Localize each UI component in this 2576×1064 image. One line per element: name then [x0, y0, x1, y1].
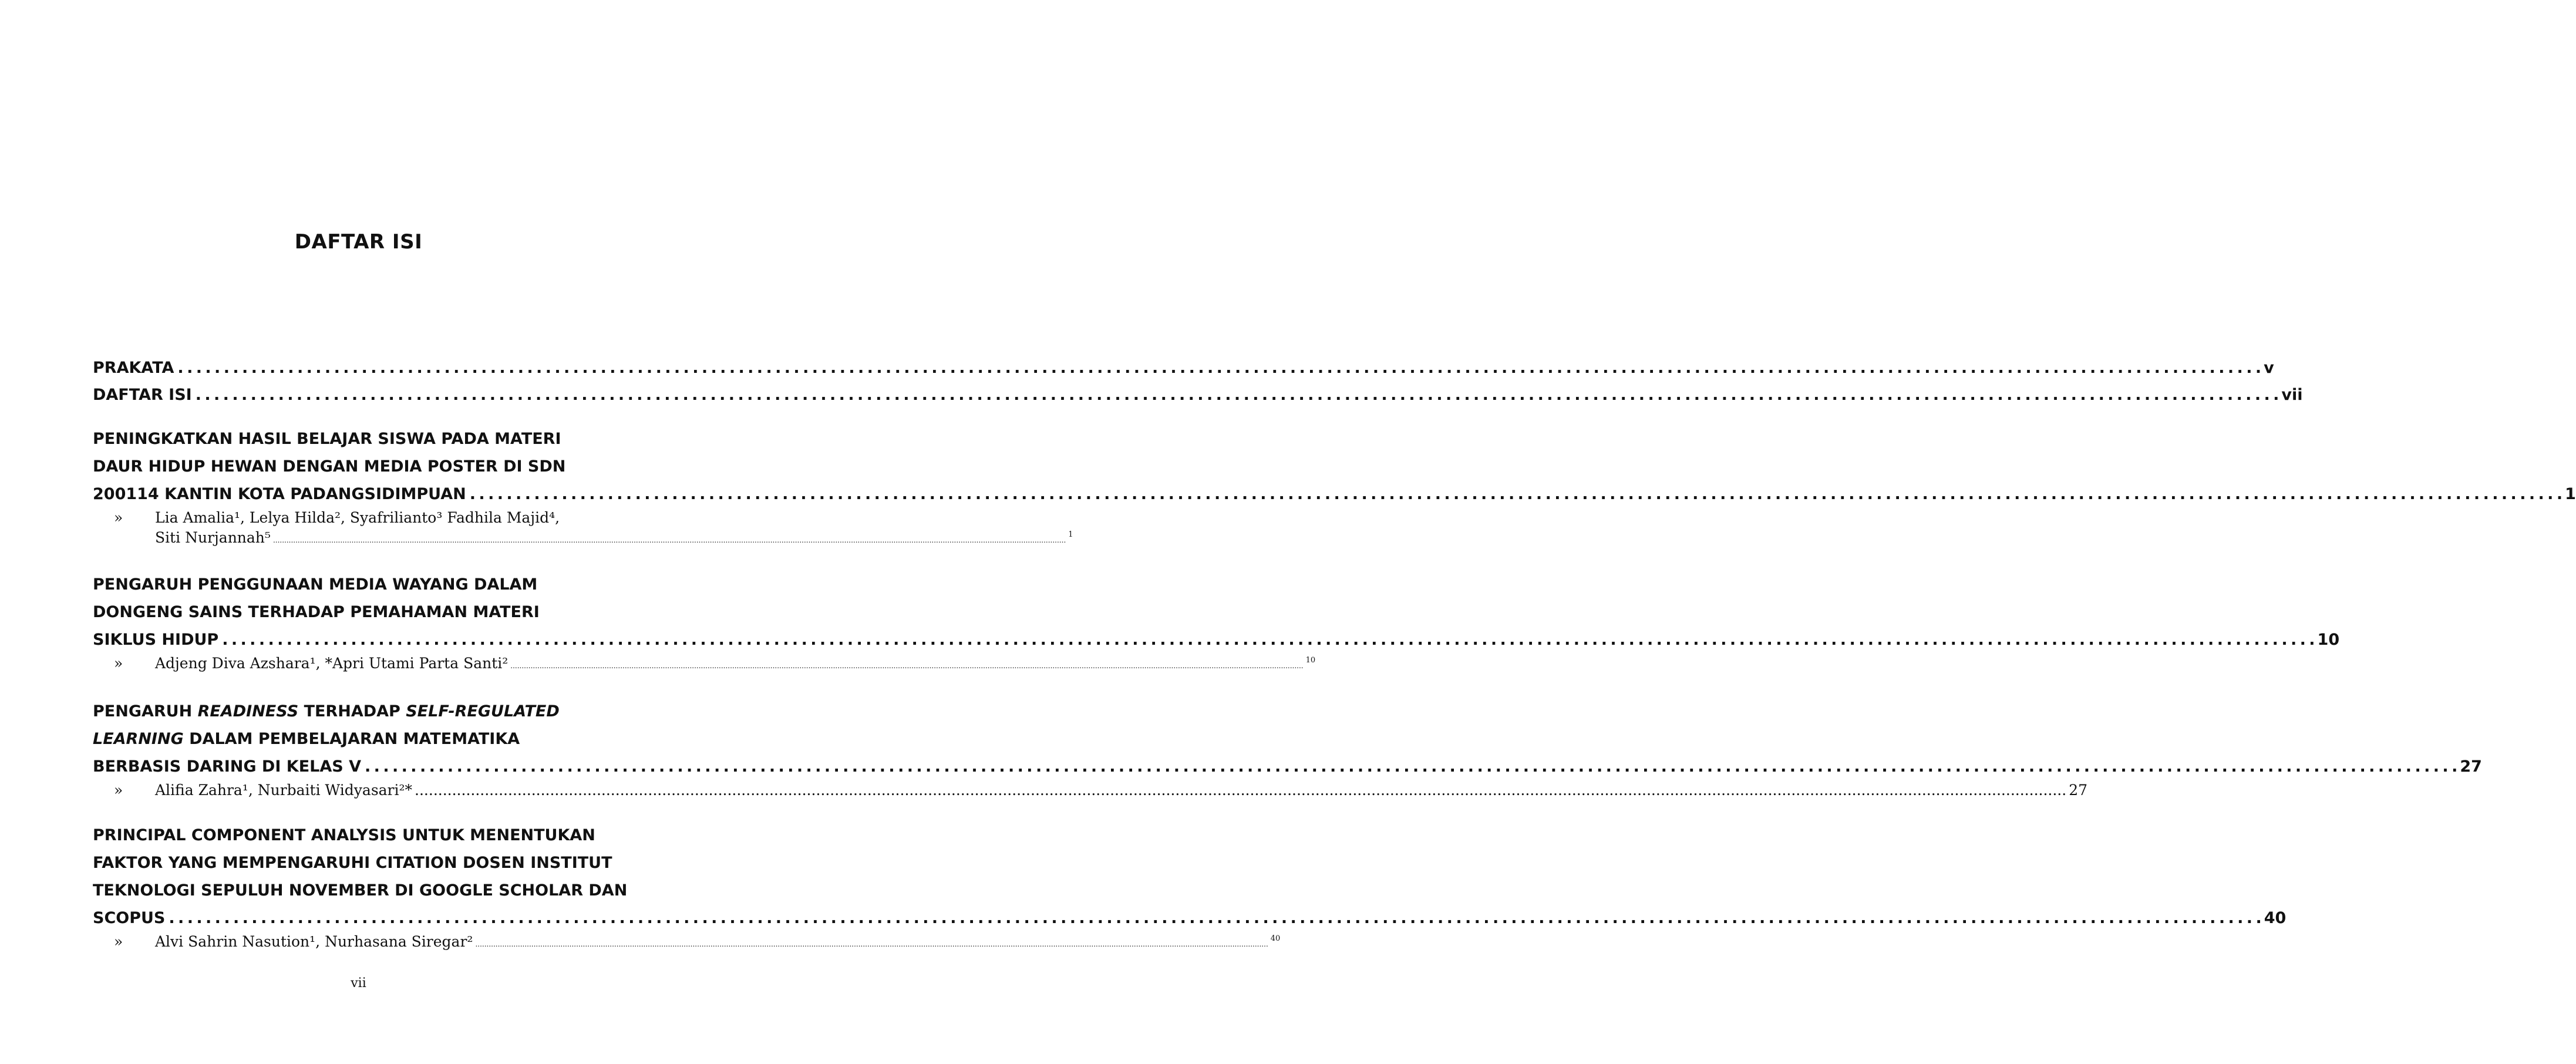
- title-text: TERHADAP: [298, 702, 406, 720]
- dot-leader: [169, 904, 2260, 932]
- chapter-page: 40: [2264, 909, 2287, 927]
- authors-line: Alvi Sahrin Nasution¹, Nurhasana Siregar²: [155, 933, 473, 950]
- chapter-title-text: SIKLUS HIDUP: [93, 631, 219, 649]
- chapter-title-line: [93, 753, 2482, 780]
- chapter-authors: [93, 780, 2088, 800]
- title-text: DALAM PEMBELAJARAN MATEMATIKA: [183, 730, 520, 748]
- chapter-title-text: BERBASIS DARING DI KELAS V: [93, 757, 361, 776]
- title-italic: SELF-REGULATED: [406, 702, 560, 720]
- chapter-title-line: [93, 698, 628, 725]
- chapter-title-line: [93, 725, 628, 753]
- chapter-authors: [93, 508, 1073, 551]
- toc-entry-daftar-isi[interactable]: [93, 382, 2303, 409]
- toc-entry-label: DAFTAR ISI: [93, 386, 192, 404]
- toc-chapter-3[interactable]: [93, 698, 2482, 800]
- title-text: PENGARUH: [93, 702, 198, 720]
- table-of-contents: [93, 355, 2576, 955]
- dot-leader: [196, 382, 2278, 409]
- chapter-title-text: SCOPUS: [93, 909, 166, 927]
- toc-entry-page: vii: [2281, 386, 2303, 404]
- chapter-title-line: DONGENG SAINS TERHADAP PEMAHAMAN MATERI: [93, 603, 540, 621]
- authors-page: 10: [1305, 656, 1316, 665]
- dot-leader: [365, 753, 2456, 780]
- chapter-title-line: [93, 904, 2287, 932]
- dot-leader: [222, 626, 2314, 654]
- chapter-page: 1: [2565, 485, 2576, 503]
- chapter-title-text: 200114 KANTIN KOTA PADANGSIDIMPUAN: [93, 485, 466, 503]
- chapter-title-line: DAUR HIDUP HEWAN DENGAN MEDIA POSTER DI SDN: [93, 457, 566, 476]
- authors-line: Adjeng Diva Azshara¹, *Apri Utami Parta Santi²: [155, 655, 509, 672]
- page-number: vii: [351, 976, 366, 991]
- bullet-glyph: »: [114, 782, 123, 799]
- chapter-title-line: [93, 626, 2340, 654]
- chapter-title-line: TEKNOLOGI SEPULUH NOVEMBER DI GOOGLE SCHOLAR DAN: [93, 881, 628, 900]
- toc-entry-page: v: [2264, 359, 2274, 377]
- chapter-page: 10: [2317, 631, 2340, 649]
- chapter-title-line: PRINCIPAL COMPONENT ANALYSIS UNTUK MENENTUKAN: [93, 826, 595, 844]
- authors-line: Alifia Zahra¹, Nurbaiti Widyasari²*: [155, 782, 413, 799]
- chapter-title-line: PENINGKATKAN HASIL BELAJAR SISWA PADA MATERI: [93, 430, 561, 448]
- toc-chapter-2[interactable]: [93, 571, 2340, 676]
- dot-leader: [510, 656, 1303, 676]
- authors-page: 40: [1270, 934, 1281, 943]
- chapter-authors: [93, 654, 1316, 676]
- page-title: DAFTAR ISI: [294, 230, 423, 254]
- title-italic: LEARNING: [93, 730, 184, 748]
- title-italic: READINESS: [197, 702, 299, 720]
- toc-entry-prakata[interactable]: [93, 355, 2274, 382]
- toc-chapter-4[interactable]: [93, 821, 2287, 955]
- toc-chapter-1[interactable]: [93, 425, 2576, 551]
- chapter-page: 27: [2460, 757, 2482, 776]
- dot-leader: [177, 355, 2260, 382]
- toc-entry-label: PRAKATA: [93, 359, 174, 377]
- authors-line: Lia Amalia¹, Lelya Hilda², Syafrilianto³ Fadhila Majid⁴,: [155, 509, 560, 526]
- authors-line: Siti Nurjannah⁵: [155, 529, 271, 546]
- chapter-title-line: FAKTOR YANG MEMPENGARUHI CITATION DOSEN INSTITUT: [93, 854, 612, 872]
- dot-leader: [475, 934, 1268, 954]
- chapter-title-line: PENGARUH PENGGUNAAN MEDIA WAYANG DALAM: [93, 575, 538, 594]
- bullet-glyph: »: [114, 933, 123, 950]
- authors-page: 27: [2069, 782, 2088, 799]
- chapter-authors: [93, 932, 1281, 955]
- dot-leader: [273, 530, 1066, 550]
- bullet-glyph: »: [114, 655, 123, 672]
- authors-page: 1: [1068, 530, 1073, 539]
- bullet-glyph: »: [114, 509, 123, 526]
- chapter-title-line: [93, 480, 2576, 508]
- dot-leader: [470, 480, 2561, 508]
- dot-leader: [415, 780, 2066, 800]
